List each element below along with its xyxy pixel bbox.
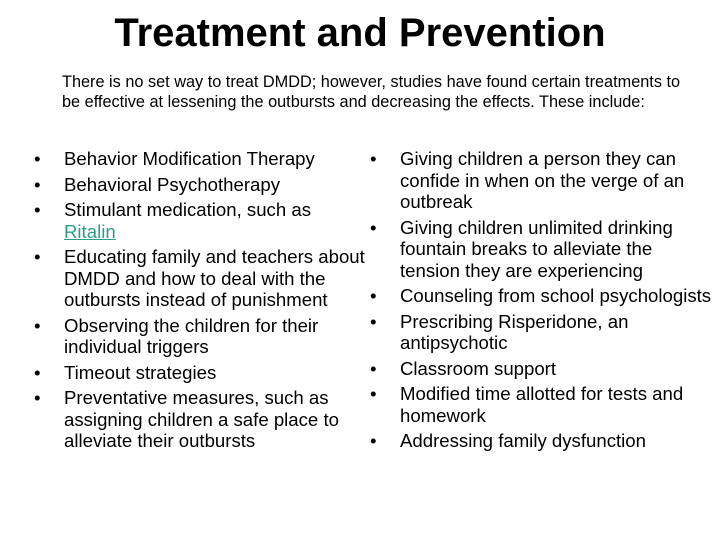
list-item-text: Educating family and teachers about DMDD and how to deal with the outbursts instead of punishment bbox=[64, 246, 365, 310]
list-item-text: Behavioral Psychotherapy bbox=[64, 173, 281, 195]
list-item bbox=[34, 387, 366, 452]
bullet-icon: • bbox=[370, 285, 377, 306]
bullet-icon: • bbox=[34, 246, 41, 267]
list-item-text: Observing the children for their individual triggers bbox=[64, 314, 319, 357]
list-item bbox=[370, 148, 715, 213]
bullet-icon: • bbox=[34, 387, 41, 408]
list-item-text: Giving children unlimited drinking fountain breaks to alleviate the tension they are experiencing bbox=[400, 216, 673, 281]
list-item bbox=[34, 199, 366, 242]
slide-title: Treatment and Prevention bbox=[114, 11, 606, 55]
bullet-icon: • bbox=[34, 314, 41, 336]
list-item bbox=[34, 148, 366, 170]
bullet-icon: • bbox=[34, 199, 41, 220]
list-item bbox=[34, 246, 366, 311]
right-treatment-list bbox=[370, 148, 715, 456]
left-treatment-list bbox=[34, 148, 366, 456]
list-item bbox=[34, 174, 366, 196]
bullet-icon: • bbox=[370, 383, 377, 404]
list-item-text: Timeout strategies bbox=[64, 361, 217, 383]
list-item bbox=[370, 311, 715, 354]
list-item bbox=[370, 383, 715, 426]
bullet-icon: • bbox=[370, 310, 377, 332]
list-item-text: Stimulant medication, such as bbox=[64, 199, 312, 220]
bullet-icon: • bbox=[34, 173, 41, 195]
list-item bbox=[370, 358, 715, 380]
list-item-text: Counseling from school psychologists bbox=[400, 285, 712, 306]
list-item bbox=[370, 430, 715, 452]
list-item-text: Addressing family dysfunction bbox=[400, 430, 646, 451]
list-item-text: Classroom support bbox=[400, 357, 557, 379]
list-item-text: Behavior Modification Therapy bbox=[64, 148, 315, 169]
bullet-icon: • bbox=[370, 216, 377, 238]
list-item-text: Prescribing Risperidone, an antipsychotic bbox=[400, 310, 629, 353]
list-item bbox=[370, 217, 715, 282]
list-item bbox=[34, 362, 366, 384]
list-item-text: Giving children a person they can confide in when on the verge of an outbreak bbox=[400, 148, 685, 212]
bullet-icon: • bbox=[370, 148, 377, 169]
list-item bbox=[34, 315, 366, 358]
bullet-icon: • bbox=[34, 361, 41, 383]
list-item bbox=[370, 285, 715, 307]
intro-paragraph: There is no set way to treat DMDD; however, studies have found certain treatments to be effective at lessening the outbursts and decreasing the effects. These include: bbox=[62, 73, 681, 111]
bullet-icon: • bbox=[370, 357, 377, 379]
bullet-icon: • bbox=[370, 430, 377, 451]
list-item-text: Modified time allotted for tests and homework bbox=[400, 383, 684, 426]
bullet-icon: • bbox=[34, 148, 41, 169]
ritalin-link[interactable]: Ritalin bbox=[64, 220, 116, 242]
list-item-text: Preventative measures, such as assigning children a safe place to alleviate their outbursts bbox=[64, 387, 339, 451]
